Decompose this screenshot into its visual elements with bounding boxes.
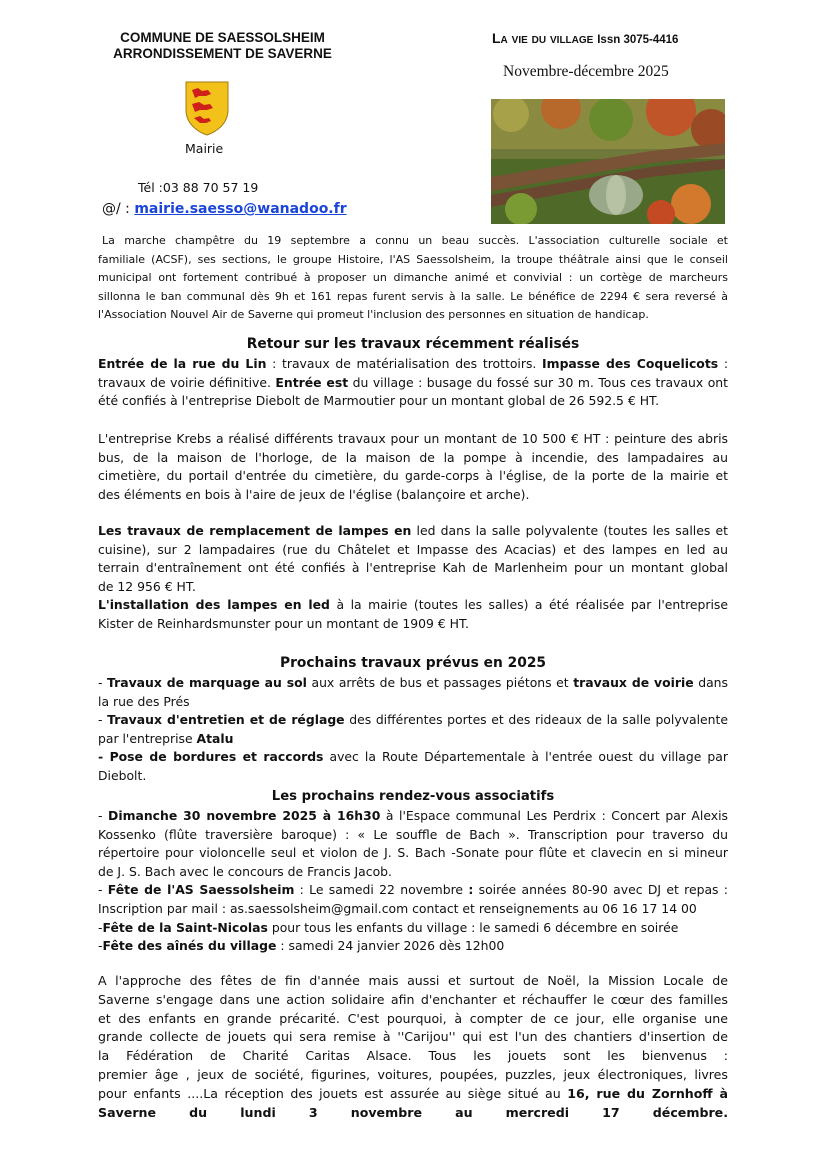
noel-paragraph: A l'approche des fêtes de fin d'année mais aussi et surtout de Noël, la Mission Locale de Saverne s'engage dans une action solidaire afin d'enchanter et réchauffer le cœur des familles et des enfants en grande précarité. C'est pourquoi, à compter de ce jour, elle organise une grande collecte de jouets qui sera remise à ''Carijou'' qui est l'un des chantiers d'insertion de la Fédération de Charité Caritas Alsace. Tous les jouets sont les bienvenus : premier âge , jeux de société, figurines, voitures, poupées, puzzles, jeux électroniques, livres pour enfants ....La réception des jouets est assurée au siège situé au 16, rue du Zornhoff à Saverne du lundi 3 novembre au mercredi 17 décembre. xyxy=(98,973,729,1120)
section-title-travaux-realises: Retour sur les travaux récemment réalisés xyxy=(246,336,580,352)
phone-number: Tél :03 88 70 57 19 xyxy=(138,180,259,195)
intro-line: municipal ont fortement contribué à proposer un dimanche animé et convivial : un cortège de marcheurs xyxy=(98,271,728,284)
section-title-rendez-vous: Les prochains rendez-vous associatifs xyxy=(271,789,555,804)
intro-line: sillonna le ban communal dès 9h et 161 repas furent servis à la salle. Le bénéfice de 2294 € sera reversé à xyxy=(98,289,728,303)
list-item: - Travaux d'entretien et de réglage des différentes portes et des rideaux de la salle polyvalente xyxy=(98,712,728,728)
garden-photo xyxy=(491,99,725,224)
travaux-prevus-list: - Travaux de marquage au sol aux arrêts de bus et passages piétons et travaux de voirie dans la rue des Prés - Travaux d'entretien et de réglage des différentes portes et des rideaux de la salle polyvalente par l'entreprise Atalu - Pose de bordures et raccords avec la Route Départementale à l'entrée ouest du village par Diebolt. xyxy=(98,675,728,783)
commune-name: COMMUNE DE SAESSOLSHEIM xyxy=(120,30,325,45)
mairie-label: Mairie xyxy=(185,141,224,156)
entree-est: Entrée est xyxy=(275,374,349,390)
event-item: - Dimanche 30 novembre 2025 à 16h30 à l'Espace communal Les Perdrix : Concert par Alexis xyxy=(98,808,728,823)
travaux-paragraph-1: Entrée de la rue du Lin : travaux de matérialisation des trottoirs. Impasse des Coquelicots : travaux de voirie définitive. Entrée est du village : busage du fossé sur 30 m. Tous ces travaux ont été confiés à l'entreprise Diebolt de Marmoutier pour un montant global de 26 592.5 € HT. xyxy=(98,356,729,409)
email-prefix: @/ : xyxy=(102,201,135,217)
travaux-paragraph-2: L'entreprise Krebs a réalisé différents travaux pour un montant de 10 500 € HT : peinture des abris bus, de la maison de l'horloge, de la maison de la pompe à incendie, des lampadaires au cimetière, du portail d'entrée du cimetière, du garde-corps à l'église, de la porte de la mairie et des éléments en bois à l'aire de jeux de l'église (balançoire et arche). xyxy=(98,431,728,502)
impasse-coquelicots: Impasse des Coquelicots xyxy=(542,356,719,371)
event-item: -Fête des aînés du village : samedi 24 janvier 2026 dès 12h00 xyxy=(98,938,505,954)
email-line xyxy=(102,201,347,217)
section-title-travaux-prevus: Prochains travaux prévus en 2025 xyxy=(279,655,547,671)
issn: Issn 3075-4416 xyxy=(597,34,679,46)
intro-line: La marche champêtre du 19 septembre a connu un beau succès. L'association culturelle sociale et xyxy=(102,234,728,247)
email-link[interactable]: mairie.saesso@wanadoo.fr xyxy=(134,201,347,217)
intro-line: familiale (ACSF), ses sections, le groupe Histoire, l'AS Saessolsheim, la troupe théâtrale ainsi que le conseil xyxy=(98,252,728,266)
list-item: - Pose de bordures et raccords avec la Route Départementale à l'entrée ouest du village par xyxy=(98,749,728,765)
commune-header xyxy=(80,30,365,62)
event-item: - Fête de l'AS Saessolsheim : Le samedi 22 novembre : soirée années 80-90 avec DJ et repas : xyxy=(98,882,728,898)
coat-of-arms-icon xyxy=(184,80,230,136)
list-item: - Travaux de marquage au sol aux arrêts de bus et passages piétons et travaux de voirie dans xyxy=(98,675,728,690)
arrondissement-name: ARRONDISSEMENT DE SAVERNE xyxy=(113,46,332,61)
intro-paragraph xyxy=(98,232,728,325)
title-text: La vie du village xyxy=(492,30,594,46)
newsletter-title xyxy=(492,30,752,46)
issue-date: Novembre-décembre 2025 xyxy=(503,63,669,80)
travaux-paragraph-3: Les travaux de remplacement de lampes en led dans la salle polyvalente (toutes les salles et cuisine), sur 2 lampadaires (rue du Châtelet et Impasse des Acacias) et des lampes en led au terrain d'entraînement ont été confiés à l'entreprise Kah de Marlenheim pour un montant global de 12 956 € HT. L'installation des lampes en led à la mairie (toutes les salles) a été réalisée par l'entreprise Kister de Reinhardsmunster pour un montant de 1909 € HT. xyxy=(98,523,728,631)
rue-du-lin: Entrée de la rue du Lin xyxy=(98,356,267,371)
rendez-vous-list: - Dimanche 30 novembre 2025 à 16h30 à l'Espace communal Les Perdrix : Concert par Alexis Kossenko (flûte traversière baroque) : « Le souffle de Bach ». Transcription pour traverso du répertoire pour violoncelle seul et violon de J. S. Bach -Sonate pour flûte et clavecin en si mineur de J. S. Bach avec le concours de Francis Jacob. - Fête de l'AS Saessolsheim : Le samedi 22 novembre : soirée années 80-90 avec DJ et repas : Inscription par mail : as.saessolsheim@gmail.com contact et renseignements au 06 16 17 14 00 -Fête de la Saint-Nicolas pour tous les enfants du village : le samedi 6 décembre en soirée -Fête des aînés du village : samedi 24 janvier 2026 dès 12h00 xyxy=(98,807,728,956)
intro-line: l'Association Nouvel Air de Saverne qui promeut l'inclusion des personnes en situation de handicap. xyxy=(98,308,649,321)
event-item: -Fête de la Saint-Nicolas pour tous les enfants du village : le samedi 6 décembre en soirée xyxy=(98,919,679,935)
